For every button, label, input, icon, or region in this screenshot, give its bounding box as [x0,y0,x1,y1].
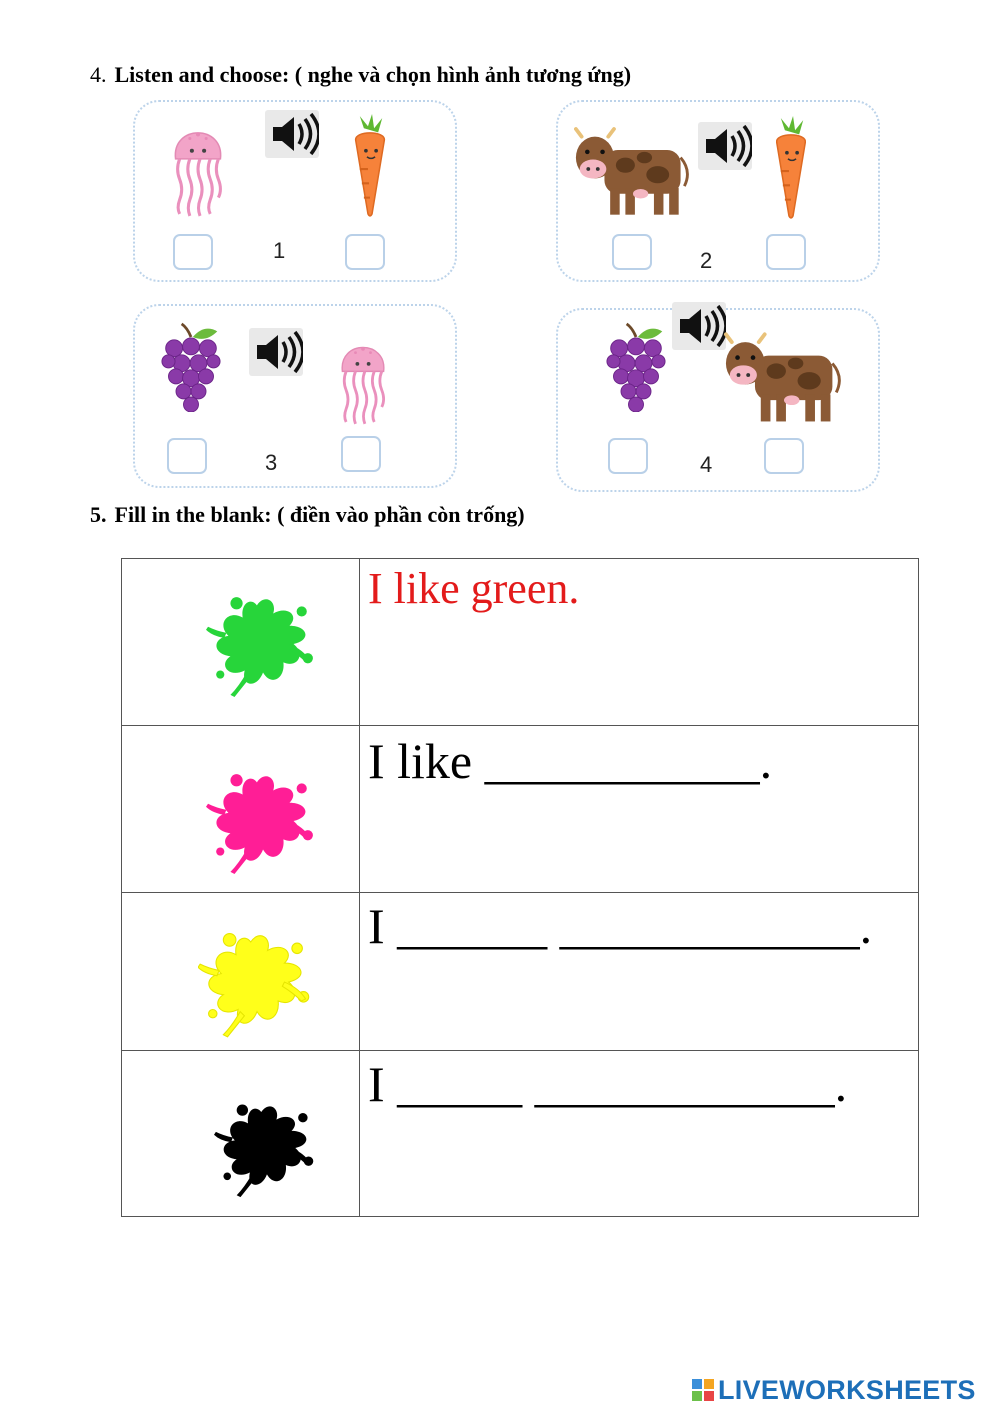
choice-checkbox-right[interactable] [345,234,385,270]
grapes-icon [161,322,221,412]
color-cell [122,559,360,726]
card-number: 1 [273,238,286,263]
color-cell [122,893,360,1051]
choice-checkbox-left[interactable] [167,438,207,474]
yellow-paint-splash-icon [198,923,314,1039]
listen-card-1 [133,100,457,282]
section-4-heading [90,62,631,88]
table-row [122,726,919,893]
listen-card-4 [556,308,880,492]
sentence-cell[interactable] [360,1051,919,1217]
sentence-cell[interactable] [360,726,919,893]
section-4-title: Listen and choose: ( nghe và chọn hình ảnh tương ứng) [114,62,632,87]
choice-checkbox-right[interactable] [766,234,806,270]
section-5-title: Fill in the blank: ( điền vào phần còn trống) [114,502,525,527]
liveworksheets-brand [692,1375,976,1405]
cow-icon [724,322,844,428]
grapes-icon [606,322,666,412]
listen-card-3 [133,304,457,488]
carrot-icon [766,114,816,222]
section-5-heading [90,502,525,528]
fill-in-table [121,558,919,1217]
black-paint-splash-icon [214,1095,318,1199]
listen-card-2 [556,100,880,282]
green-paint-splash-icon [206,587,318,699]
jellyfish-icon [333,328,393,426]
table-row [122,1051,919,1217]
example-sentence: I like green. [368,564,580,613]
brand-name: LIVEWORKSHEETS [718,1374,976,1405]
choice-checkbox-left[interactable] [612,234,652,270]
jellyfish-icon [165,112,231,218]
speaker-icon[interactable] [249,328,303,376]
liveworksheets-logo-icon [692,1379,714,1401]
fill-sentence: I like ___________. [368,733,773,789]
speaker-icon[interactable] [672,302,726,350]
section-5-number: 5. [90,502,107,527]
card-number: 3 [265,450,278,475]
fill-sentence: I _____ ____________. [368,1056,848,1112]
speaker-icon[interactable] [265,110,319,158]
carrot-icon [345,112,395,220]
table-row [122,559,919,726]
card-number: 4 [700,452,713,477]
fill-sentence: I ______ ____________. [368,898,873,954]
pink-paint-splash-icon [206,764,318,876]
choice-checkbox-right[interactable] [764,438,804,474]
choice-checkbox-left[interactable] [608,438,648,474]
choice-checkbox-right[interactable] [341,436,381,472]
color-cell [122,726,360,893]
color-cell [122,1051,360,1217]
choice-checkbox-left[interactable] [173,234,213,270]
speaker-icon[interactable] [698,122,752,170]
sentence-cell[interactable] [360,893,919,1051]
cow-icon [574,116,692,222]
card-number: 2 [700,248,713,273]
section-4-number: 4. [90,62,107,87]
sentence-cell[interactable] [360,559,919,726]
table-row [122,893,919,1051]
